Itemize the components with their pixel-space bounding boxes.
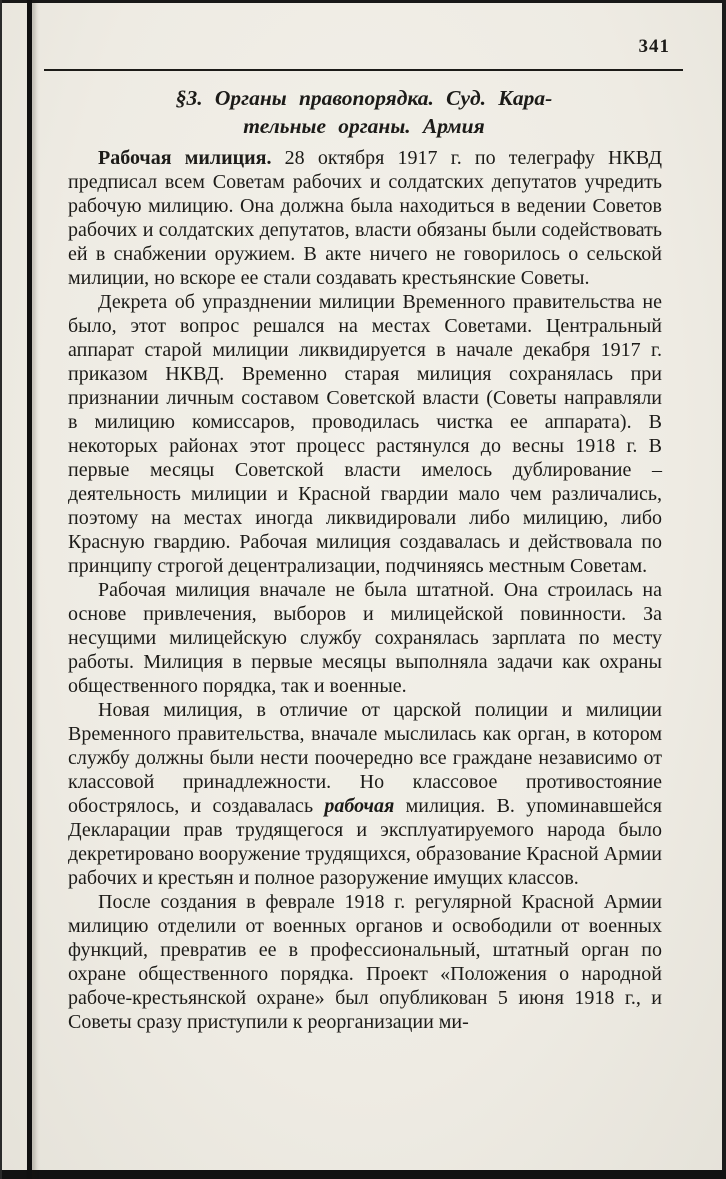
paragraph-5: После создания в феврале 1918 г. регулярной Красной Армии милицию отделили от военных органов и освободили от военных функций, превратив ее в профессиональный, штатный орган по охране общественного порядка. Проект «Положения о народной рабоче-крестьянской охране» был опубликован 5 июня 1918 г., и Советы сразу приступили к реорганизации ми- <box>68 891 662 1033</box>
paragraph-4-text-pre: Новая милиция, в отличие от царской полиции и милиции Временного правительства, вначале мыслилась как орган, в котором службу должны были нести поочередно все граждане независимо от классовой принадлежности. Но классовое противостояние обострялось, и создавалась <box>68 699 662 817</box>
page-body <box>68 146 662 1034</box>
scan-edge-top <box>0 0 726 3</box>
header-rule <box>44 69 683 71</box>
paragraph-1-lead: Рабочая милиция. <box>98 147 272 169</box>
paragraph-3: Рабочая милиция вначале не была штатной. Она строилась на основе привлечения, выборов и милицейской повинности. За несущими милицейскую службу сохранялась зарплата по месту работы. Милиция в первые месяцы выполняла задачи как охраны общественного порядка, так и военные. <box>68 579 662 697</box>
scan-edge-bottom <box>0 1170 726 1179</box>
section-heading-line-1: §3. Органы правопорядка. Суд. Кара- <box>175 86 553 110</box>
page-number: 341 <box>638 36 670 57</box>
paragraph-4 <box>68 698 662 890</box>
scan-edge-left <box>0 0 2 1179</box>
paragraph-4-emphasis: рабочая <box>324 795 395 817</box>
scan-edge-right <box>722 0 726 1179</box>
paragraph-1 <box>68 146 662 290</box>
paragraph-4-text-post: милиция. В. упоминавшейся Декларации прав трудящегося и эксплуатируемого народа было декретировано вооружение трудящихся, образование Красной Армии рабочих и крестьян и полное разоружение имущих классов. <box>68 795 662 889</box>
section-heading-line-2: тельные органы. Армия <box>243 114 485 138</box>
paragraph-2: Декрета об упразднении милиции Временного правительства не было, этот вопрос решался на местах Советами. Центральный аппарат старой милиции ликвидируется в начале декабря 1917 г. приказом НКВД. Временно старая милиция сохранялась при признании личным составом Советской власти (Советы направляли в милицию комиссаров, проводилась чистка ее аппарата). В некоторых районах этот процесс растянулся до весны 1918 г. В первые месяцы Советской власти имелось дублирование – деятельность милиции и Красной гвардии мало чем различались, поэтому на местах иногда ликвидировали либо милицию, либо Красную гвардию. Рабочая милиция создавалась и действовала по принципу строгой децентрализации, подчиняясь местным Советам. <box>68 291 662 577</box>
book-gutter-shadow <box>27 0 32 1179</box>
paragraph-1-text: 28 октября 1917 г. по телеграфу НКВД предписал всем Советам рабочих и солдатских депутатов учредить рабочую милицию. Она должна была находиться в ведении Советов рабочих и солдатских депутатов, власти обязаны были содействовать ей в снабжении оружием. В акте ничего не говорилось о сельской милиции, но вскоре ее стали создавать крестьянские Советы. <box>68 147 662 289</box>
section-heading <box>68 84 660 140</box>
